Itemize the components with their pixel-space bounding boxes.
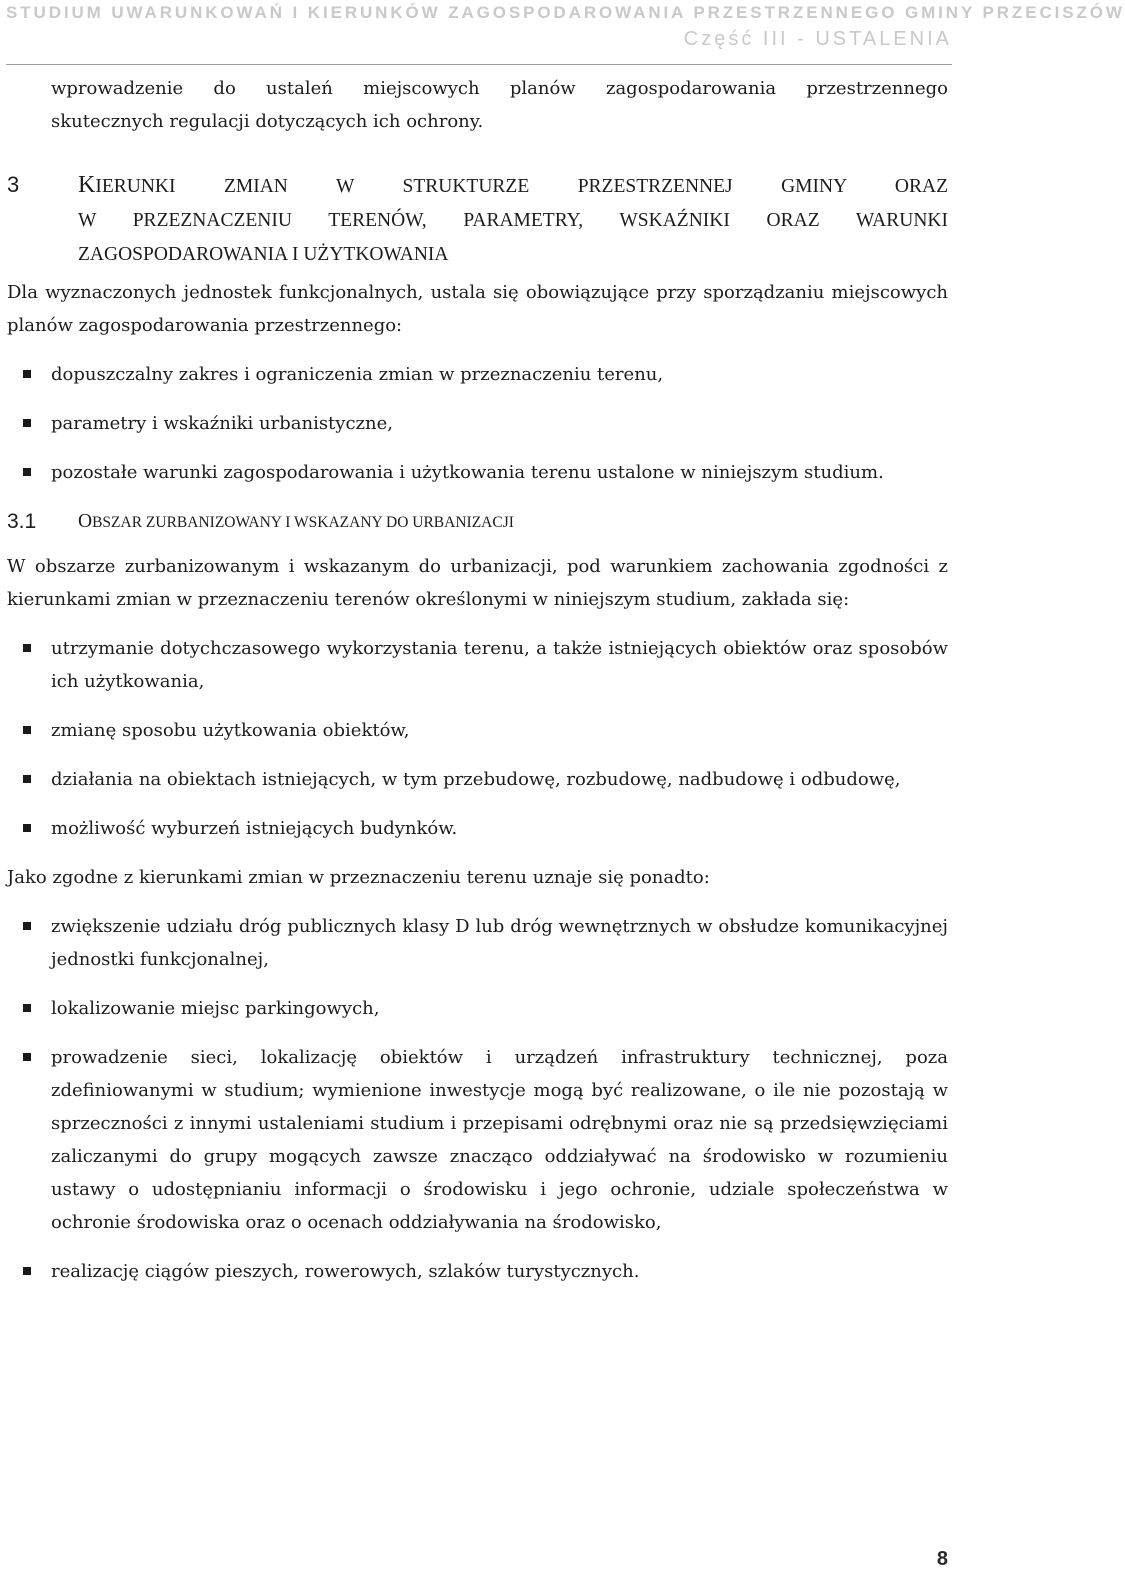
- square-bullet-icon: [23, 1004, 31, 1012]
- section-3-1-list: [7, 632, 948, 845]
- section-3-title-line-2: W PRZEZNACZENIU TERENÓW, PARAMETRY, WSKAŹNIKI ORAZ WARUNKI: [78, 210, 948, 231]
- section-3-number: 3: [7, 172, 20, 197]
- document-part: Część III - USTALENIA: [683, 28, 952, 50]
- square-bullet-icon: [23, 644, 31, 652]
- page-number: 8: [936, 1548, 948, 1570]
- page-header: [6, 0, 1125, 65]
- section-3-title-line-3: ZAGOSPODAROWANIA I UŻYTKOWANIA: [78, 244, 449, 265]
- square-bullet-icon: [23, 370, 31, 378]
- section-3-1-title: OBSZAR ZURBANIZOWANY I WSKAZANY DO URBANIZACJI: [78, 511, 514, 532]
- list-item: działania na obiektach istniejących, w tym przebudowę, rozbudowę, nadbudowę i odbudowę,: [7, 763, 948, 796]
- list-item: dopuszczalny zakres i ograniczenia zmian w przeznaczeniu terenu,: [7, 358, 948, 391]
- square-bullet-icon: [23, 468, 31, 476]
- square-bullet-icon: [23, 1053, 31, 1061]
- section-3-1-list-2: [7, 910, 948, 1288]
- section-3-lead: Dla wyznaczonych jednostek funkcjonalnych, ustala się obowiązujące przy sporządzaniu miejscowych planów zagospodarowania przestrzennego:: [7, 282, 948, 336]
- square-bullet-icon: [23, 775, 31, 783]
- square-bullet-icon: [23, 419, 31, 427]
- intro-line-2: skutecznych regulacji dotyczących ich ochrony.: [51, 111, 484, 132]
- document-title: STUDIUM UWARUNKOWAŃ I KIERUNKÓW ZAGOSPODAROWANIA PRZESTRZENNEGO GMINY PRZECISZÓW: [6, 3, 1125, 22]
- list-item: prowadzenie sieci, lokalizację obiektów i urządzeń infrastruktury technicznej, poza zdefiniowanymi w studium; wymienione inwestycje mogą być realizowane, o ile nie pozostają w sprzeczności z innymi ustaleniami studium i przepisami odrębnymi oraz nie są przedsięwzięciami zaliczanymi do grupy mogących zawsze znacząco oddziaływać na środowisko w rozumieniu ustawy o udostępnianiu informacji o środowisku i jego ochronie, udziale społeczeństwa w ochronie środowiska oraz o ocenach oddziaływania na środowisko,: [7, 1041, 948, 1239]
- section-3-list: [7, 358, 948, 489]
- square-bullet-icon: [23, 922, 31, 930]
- intro-paragraph: [51, 72, 948, 138]
- list-item: możliwość wyburzeń istniejących budynków.: [7, 812, 948, 845]
- list-item: zwiększenie udziału dróg publicznych klasy D lub dróg wewnętrznych w obsłudze komunikacyjnej jednostki funkcjonalnej,: [7, 910, 948, 976]
- list-item: realizację ciągów pieszych, rowerowych, szlaków turystycznych.: [7, 1255, 948, 1288]
- list-item: utrzymanie dotychczasowego wykorzystania terenu, a także istniejących obiektów oraz sposobów ich użytkowania,: [7, 632, 948, 698]
- section-3-1-heading: [7, 507, 948, 538]
- section-3-title-line-1: KIERUNKI ZMIAN W STRUKTURZE PRZESTRZENNEJ GMINY ORAZ: [78, 172, 948, 198]
- square-bullet-icon: [23, 824, 31, 832]
- square-bullet-icon: [23, 1267, 31, 1275]
- list-item: parametry i wskaźniki urbanistyczne,: [7, 407, 948, 440]
- section-3-1-number: 3.1: [7, 510, 37, 533]
- section-3-1-lead-2: Jako zgodne z kierunkami zmian w przeznaczeniu terenu uznaje się ponadto:: [7, 867, 710, 888]
- section-3-1-lead: W obszarze zurbanizowanym i wskazanym do urbanizacji, pod warunkiem zachowania zgodności z kierunkami zmian w przeznaczeniu terenów określonymi w niniejszym studium, zakłada się:: [7, 556, 948, 610]
- list-item: pozostałe warunki zagospodarowania i użytkowania terenu ustalone w niniejszym studium.: [7, 456, 948, 489]
- list-item: zmianę sposobu użytkowania obiektów,: [7, 714, 948, 747]
- section-3-heading: [7, 168, 948, 272]
- list-item: lokalizowanie miejsc parkingowych,: [7, 992, 948, 1025]
- section-3-title: [78, 168, 948, 272]
- intro-line-1: wprowadzenie do ustaleń miejscowych planów zagospodarowania przestrzennego: [51, 78, 948, 99]
- page-content: [7, 72, 948, 1288]
- square-bullet-icon: [23, 726, 31, 734]
